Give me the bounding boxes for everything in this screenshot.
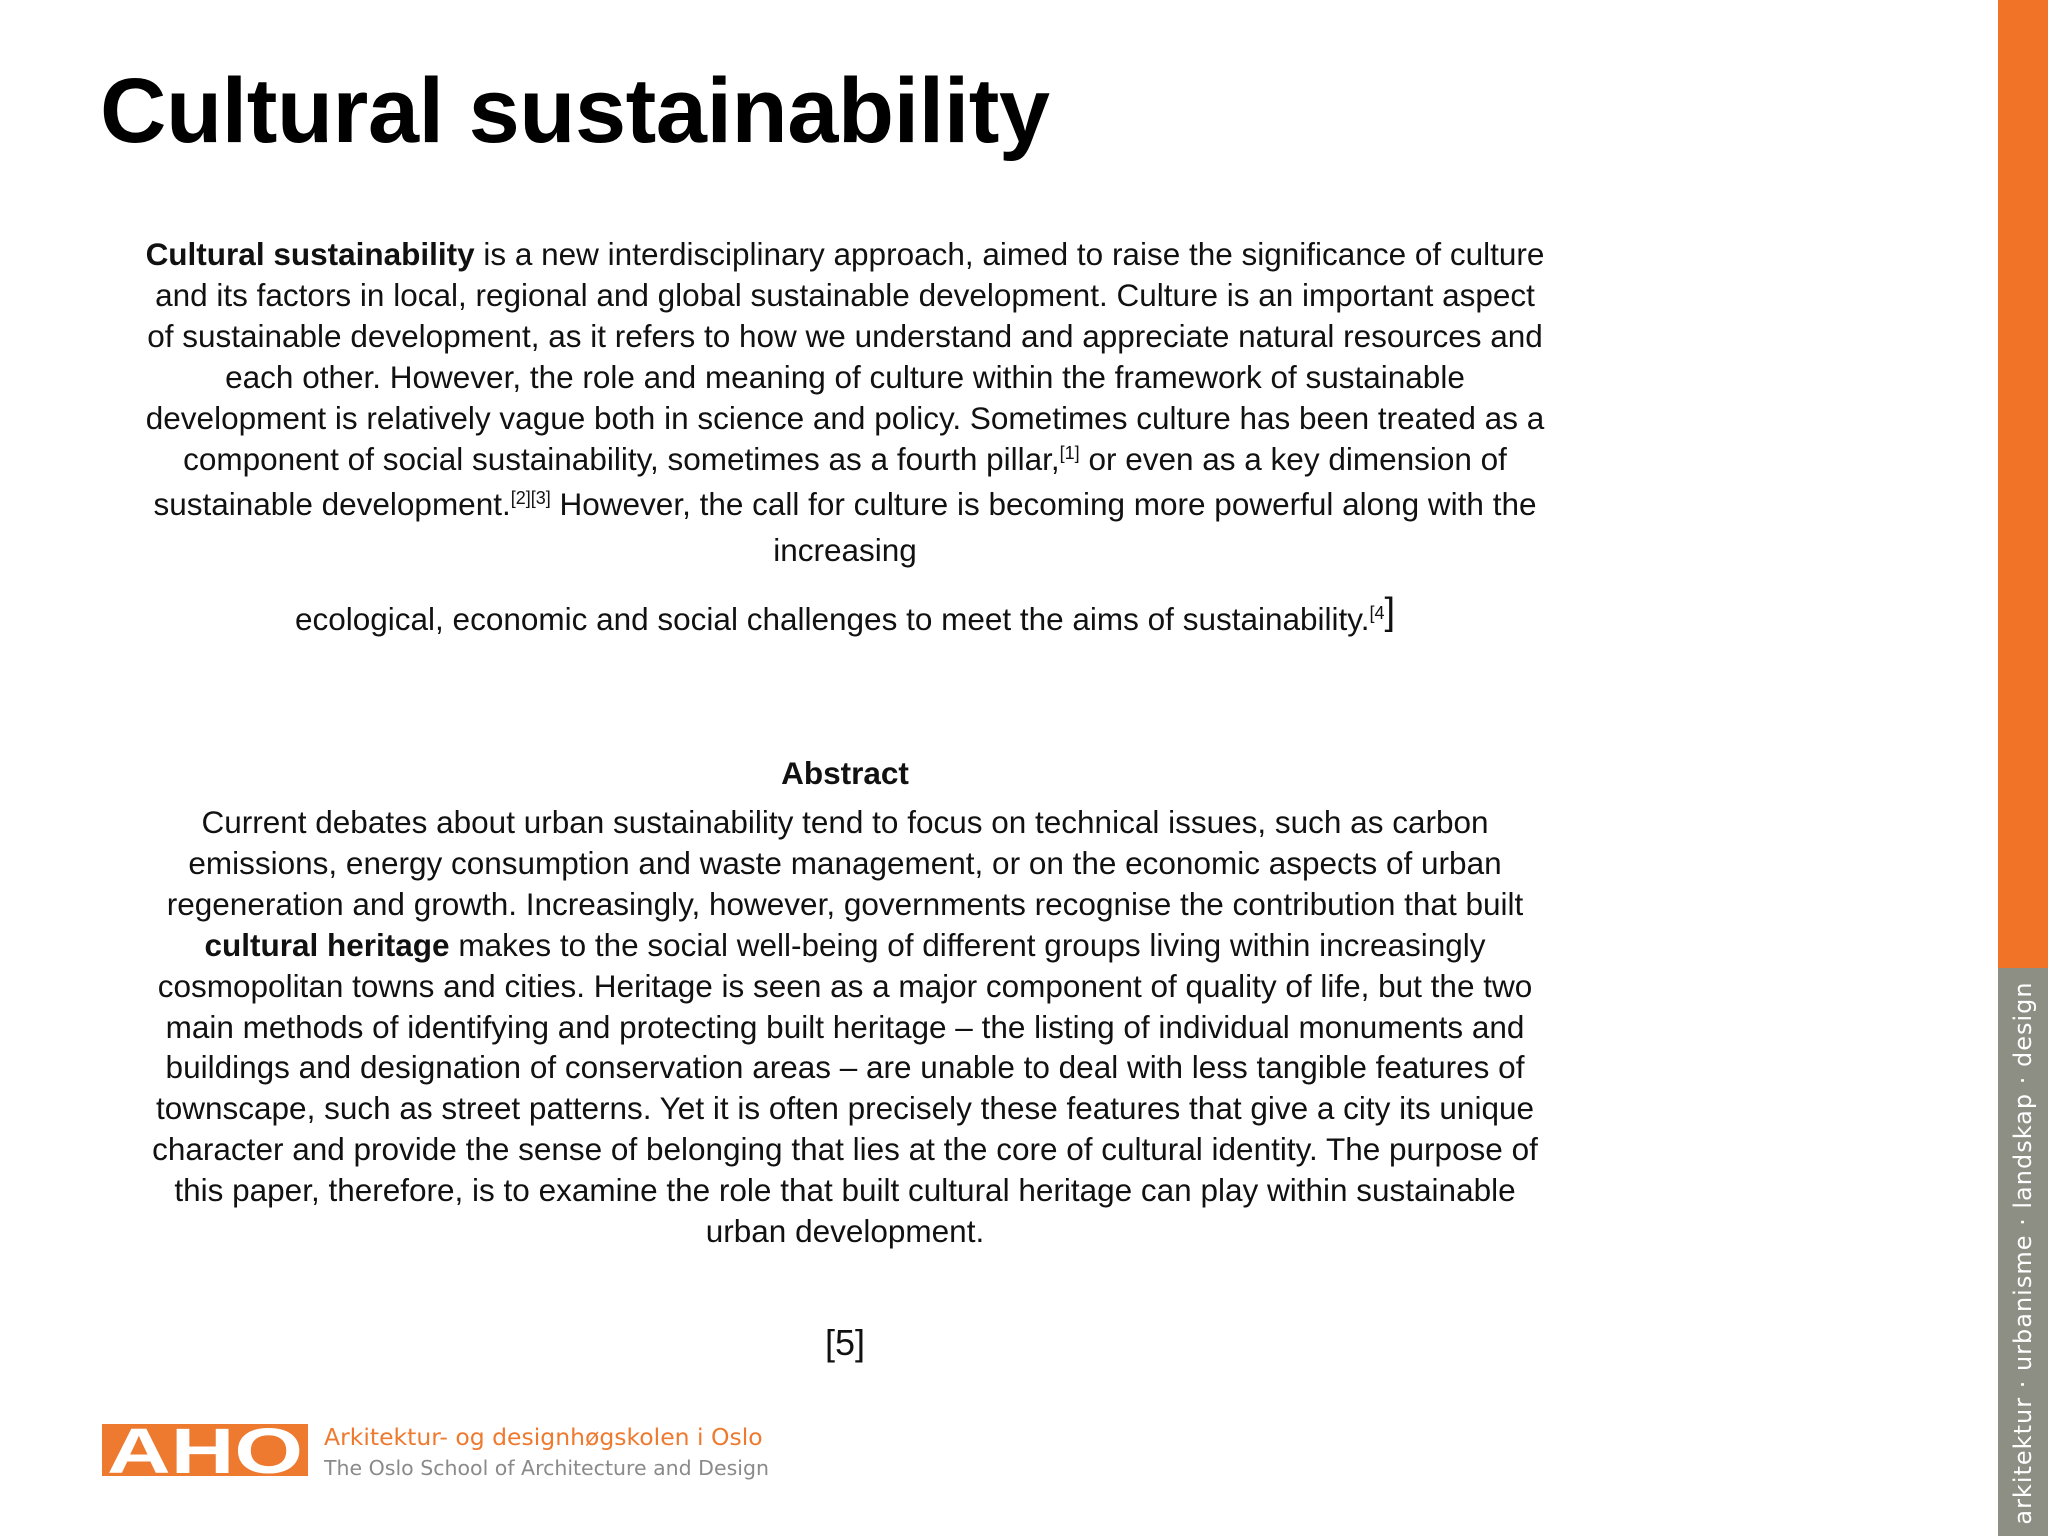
intro-text-3: However, the call for culture is becoming more powerful along with the increasing (550, 486, 1537, 569)
footnote-ref-2-3[interactable]: [2][3] (510, 488, 551, 509)
abstract-heading: Abstract (781, 755, 909, 791)
intro-text-1: is a new interdisciplinary approach, aimed to raise the significance of culture and its factors in local, regional and global sustainable development. Culture is an important aspect of sustainable development, as it refers to how we understand and appreciate natural resources and each other. However, the role and meaning of culture within the framework of sustainable development is relatively vague both in science and policy. Sometimes culture has been treated as a component of social sustainability, sometimes as a fourth pillar, (145, 236, 1545, 477)
org-name: Arkitektur- og designhøgskolen i Oslo (324, 1423, 763, 1451)
intro-paragraph (140, 234, 1550, 645)
intro-last-line: ecological, economic and social challenges to meet the aims of sustainability. (294, 601, 1370, 638)
aho-logo (102, 1424, 308, 1476)
footnote-ref-1[interactable]: [1] (1059, 442, 1080, 463)
sidebar-band-orange (1998, 0, 2048, 968)
page-title: Cultural sustainability (100, 60, 1050, 162)
abstract-text-2: makes to the social well-being of different groups living within increasingly cosmopolitan towns and cities. Heritage is seen as a major component of quality of life, but the two main methods of identifying and protecting built heritage – the listing of individual monuments and buildings and designation of conservation areas – are unable to deal with less tangible features of townscape, such as street patterns. Yet it is often precisely these features that give a city its unique character and provide the sense of belonging that lies at the core of cultural identity. The purpose of this paper, therefore, is to examine the role that built cultural heritage can play within sustainable urban development. (152, 926, 1538, 1250)
aho-logo-text: AHO (107, 1424, 303, 1476)
intro-text-2: or even as a key dimension of sustainable development. (153, 440, 1507, 523)
stray-bracket: ] (1384, 591, 1396, 634)
footnote-ref-4[interactable]: [4 (1369, 603, 1385, 624)
sidebar-tagline: arkitektur · urbanisme · landskap · design (2009, 981, 2037, 1525)
org-name-english: The Oslo School of Architecture and Design (324, 1456, 769, 1480)
citation-ref: [5] (824, 1322, 866, 1363)
abstract-bold-term: cultural heritage (204, 926, 450, 963)
intro-bold-lead: Cultural sustainability (145, 236, 475, 272)
intro-last-line-wrap (294, 591, 1396, 645)
abstract-paragraph (140, 802, 1550, 1252)
abstract-text-1: Current debates about urban sustainability tend to focus on technical issues, such as carbon emissions, energy consumption and waste management, or on the economic aspects of urban regeneration and growth. Increasingly, however, governments recognise the contribution that built (166, 804, 1524, 922)
